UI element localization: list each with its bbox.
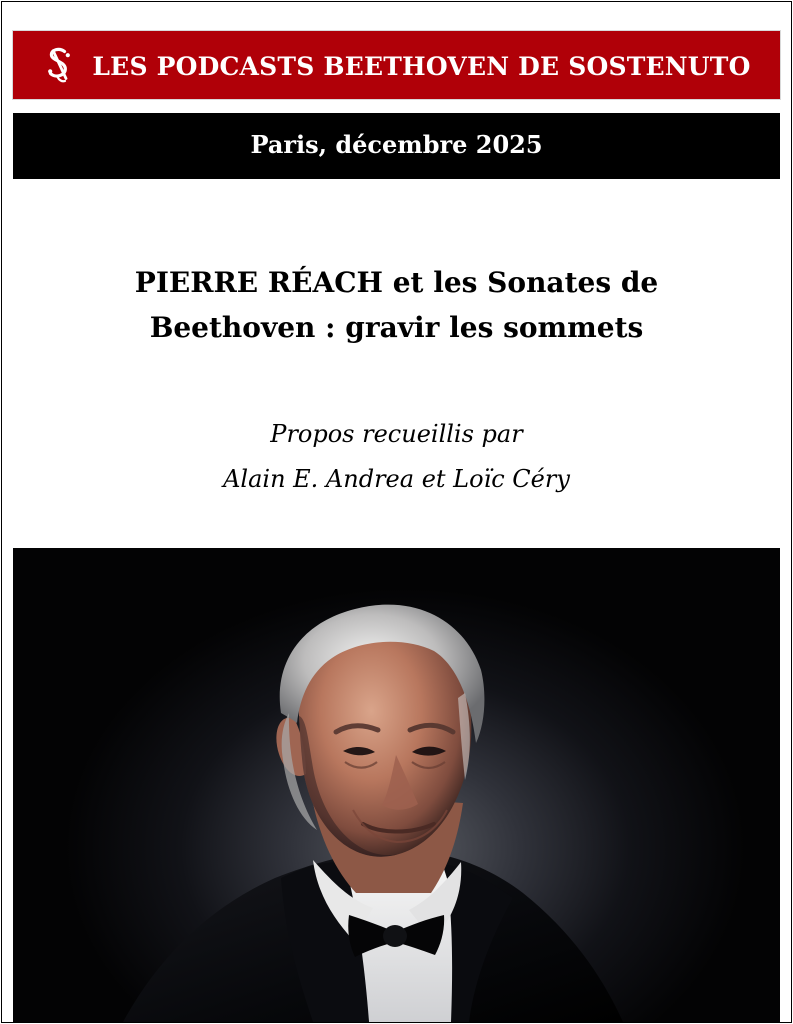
article-title-line-2: Beethoven : gravir les sommets [149,311,644,344]
interview-credit [70,412,723,502]
article-title [50,260,743,350]
podcast-series-title: LES PODCASTS BEETHOVEN DE SOSTENUTO [92,51,751,81]
portrait-photo [13,548,780,1022]
date-banner [13,113,780,179]
publication-date: Paris, décembre 2025 [250,130,543,159]
series-banner [13,31,780,99]
article-title-line-1: PIERRE RÉACH et les Sonates de [134,266,659,299]
sostenuto-logo-icon [42,45,76,85]
credit-line-1: Propos recueillis par [270,420,523,448]
credit-line-2: Alain E. Andrea et Loïc Céry [223,465,570,493]
portrait-illustration [13,548,780,1022]
